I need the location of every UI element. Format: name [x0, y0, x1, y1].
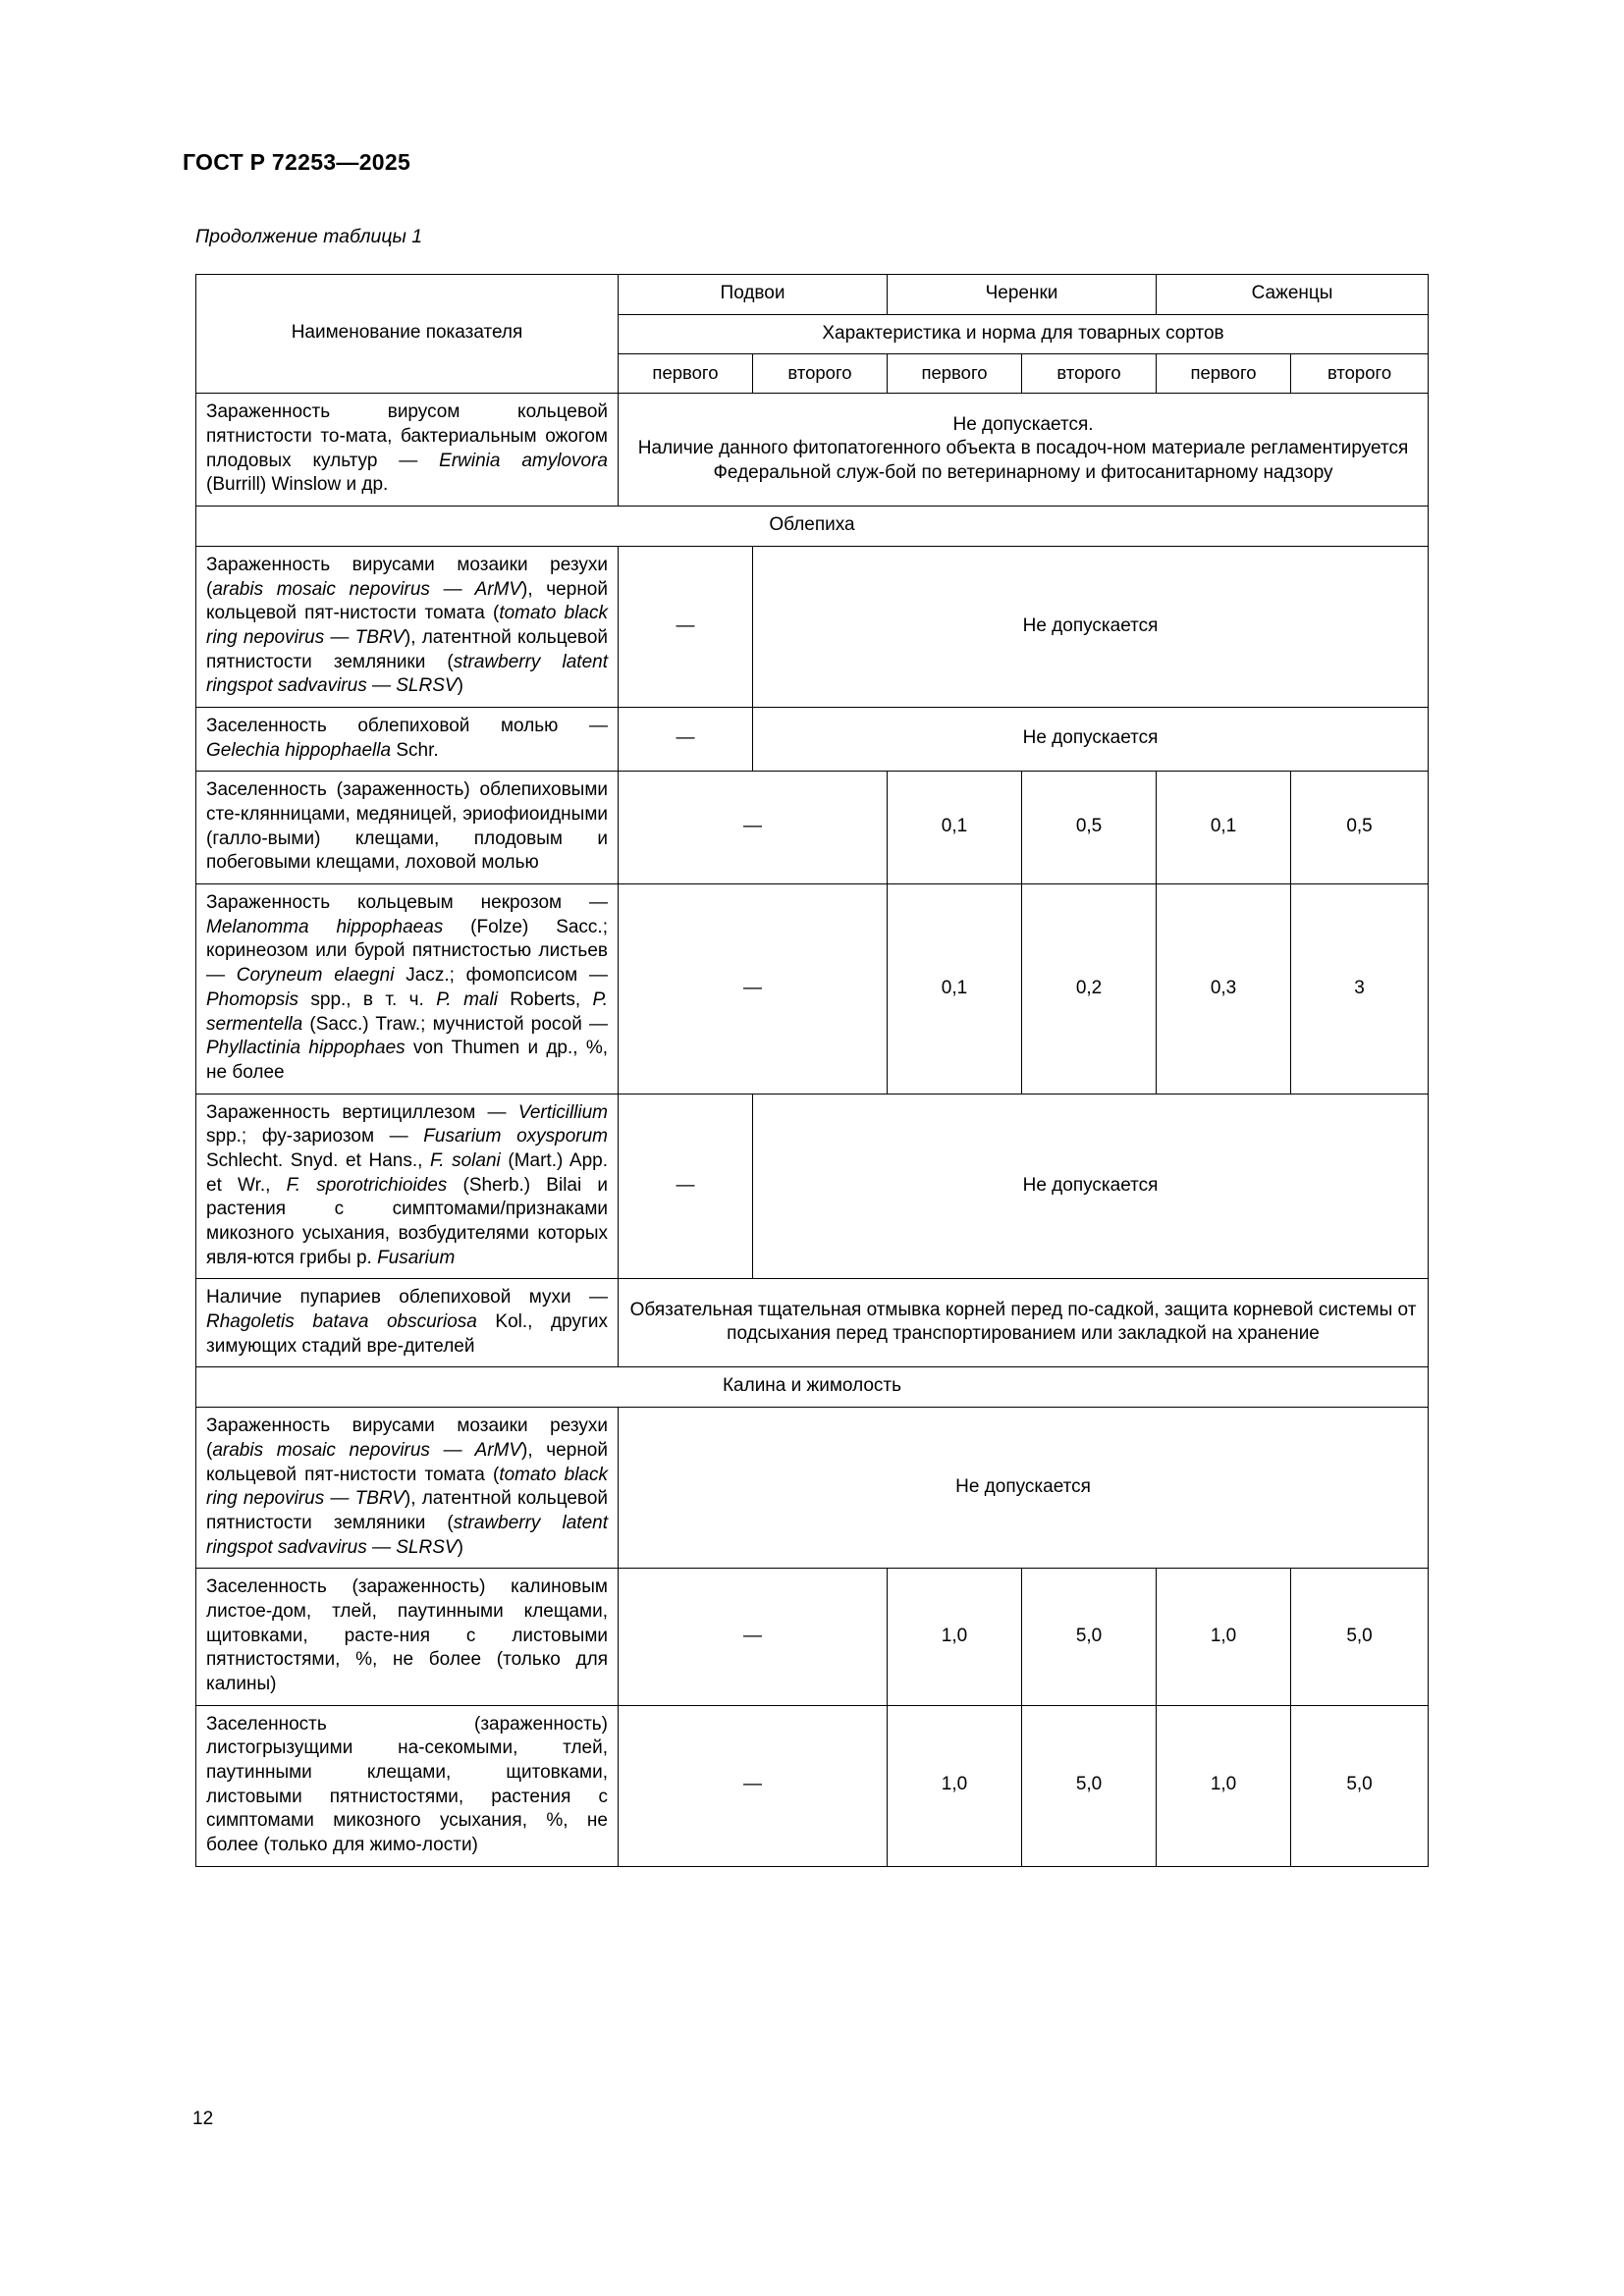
table-row — [196, 707, 1429, 771]
indicator-value-note: Не допускается — [753, 1094, 1429, 1279]
indicator-value-cell: 0,1 — [888, 772, 1022, 884]
indicator-name: Заселенность (зараженность) калиновым листое-дом, тлей, паутинными клещами, щитовками, расте-ния с листовыми пятнистостями, %, не более (только для калины) — [196, 1569, 619, 1705]
header-group-cherenki: Черенки — [888, 275, 1157, 315]
table-row — [196, 507, 1429, 547]
indicator-name: Зараженность вертициллезом — Verticillium spp.; фу-зариозом — Fusarium oxysporum Schlecht. Snyd. et Hans., F. solani (Mart.) App. et Wr., F. sporotrichioides (Sherb.) Bilai и растения с симптомами/признаками микозного усыхания, возбудителями которых явля-ются грибы р. Fusarium — [196, 1094, 619, 1279]
indicator-value-cell: — — [619, 707, 753, 771]
table-row — [196, 546, 1429, 707]
indicator-value-cell: — — [619, 1094, 753, 1279]
indicator-value-cell: 5,0 — [1022, 1705, 1157, 1866]
table-body — [196, 394, 1429, 1866]
header-grade-4: второго — [1022, 354, 1157, 394]
indicator-value-cell: 0,5 — [1022, 772, 1157, 884]
page-number: 12 — [192, 2109, 214, 2129]
indicator-value-note: Не допускается — [753, 707, 1429, 771]
header-grade-3: первого — [888, 354, 1022, 394]
header-grade-6: второго — [1291, 354, 1429, 394]
indicator-value-note: Обязательная тщательная отмывка корней перед по-садкой, защита корневой системы от подсыхания перед транспортированием или закладкой на хранение — [619, 1279, 1429, 1367]
table-row — [196, 1094, 1429, 1279]
indicator-value-cell: 1,0 — [1157, 1569, 1291, 1705]
requirements-table — [195, 274, 1429, 1867]
header-grade-1: первого — [619, 354, 753, 394]
indicator-value-cell: 0,1 — [1157, 772, 1291, 884]
indicator-value-cell: 0,3 — [1157, 884, 1291, 1095]
header-characteristics-label: Характеристика и норма для товарных сортов — [619, 314, 1429, 354]
indicator-value-cell: 0,2 — [1022, 884, 1157, 1095]
indicator-name: Заселенность (зараженность) листогрызущими на-секомыми, тлей, паутинными клещами, щитовками, листовыми пятнистостями, растения с симптомами микозного усыхания, %, не более (только для жимо-лости) — [196, 1705, 619, 1866]
indicator-value-cell: 5,0 — [1291, 1569, 1429, 1705]
indicator-name: Заселенность (зараженность) облепиховыми сте-клянницами, медяницей, эриофиоидными (галло-выми) клещами, плодовым и побеговыми клещами, лоховой молью — [196, 772, 619, 884]
header-name-column: Наименование показателя — [196, 275, 619, 394]
indicator-value-cell: 1,0 — [888, 1705, 1022, 1866]
header-grade-5: первого — [1157, 354, 1291, 394]
indicator-value-cell: 0,5 — [1291, 772, 1429, 884]
table-row — [196, 1279, 1429, 1367]
indicator-value-note: Не допускается — [753, 546, 1429, 707]
indicator-value-cell: 1,0 — [888, 1569, 1022, 1705]
indicator-value-note: Не допускается. Наличие данного фитопатогенного объекта в посадоч-ном материале регламентируется Федеральной служ-бой по ветеринарному и фитосанитарному надзору — [619, 394, 1429, 507]
table-row — [196, 1367, 1429, 1408]
table-row — [196, 394, 1429, 507]
indicator-name: Заселенность облепиховой молью — Gelechia hippophaella Schr. — [196, 707, 619, 771]
standard-number-header: ГОСТ Р 72253—2025 — [183, 149, 411, 175]
indicator-name: Зараженность кольцевым некрозом — Melanomma hippophaeas (Folze) Sacc.; коринеозом или бурой пятнистостью листьев — Coryneum elaegni Jacz.; фомопсисом — Phomopsis spp., в т. ч. P. mali Roberts, P. sermentella (Sacc.) Traw.; мучнистой росой — Phyllactinia hippophaes von Thumen и др., %, не более — [196, 884, 619, 1095]
indicator-value-note: Не допускается — [619, 1408, 1429, 1569]
table-row — [196, 884, 1429, 1095]
indicator-value-cell: 0,1 — [888, 884, 1022, 1095]
table-row — [196, 772, 1429, 884]
indicator-value-cell: — — [619, 772, 888, 884]
indicator-value-cell: 5,0 — [1291, 1705, 1429, 1866]
indicator-name: Зараженность вирусами мозаики резухи (arabis mosaic nepovirus — ArMV), черной кольцевой пят-нистости томата (tomato black ring nepovirus — TBRV), латентной кольцевой пятнистости земляники (strawberry latent ringspot sadvavirus — SLRSV) — [196, 546, 619, 707]
indicator-value-cell: — — [619, 1569, 888, 1705]
indicator-value-cell: 3 — [1291, 884, 1429, 1095]
header-group-sazhency: Саженцы — [1157, 275, 1429, 315]
indicator-value-cell: — — [619, 546, 753, 707]
header-group-podvoi: Подвои — [619, 275, 888, 315]
indicator-name: Наличие пупариев облепиховой мухи — Rhagoletis batava obscuriosa Kol., других зимующих стадий вре-дителей — [196, 1279, 619, 1367]
table-continuation-label: Продолжение таблицы 1 — [195, 226, 423, 247]
indicator-value-cell: 5,0 — [1022, 1569, 1157, 1705]
indicator-name: Зараженность вирусами мозаики резухи (arabis mosaic nepovirus — ArMV), черной кольцевой пят-нистости томата (tomato black ring nepovirus — TBRV), латентной кольцевой пятнистости земляники (strawberry latent ringspot sadvavirus — SLRSV) — [196, 1408, 619, 1569]
indicator-value-cell: — — [619, 884, 888, 1095]
section-title: Калина и жимолость — [196, 1367, 1429, 1408]
section-title: Облепиха — [196, 507, 1429, 547]
table-row — [196, 1705, 1429, 1866]
table-row — [196, 1569, 1429, 1705]
table-header-row-groups — [196, 275, 1429, 315]
indicator-value-cell: — — [619, 1705, 888, 1866]
indicator-value-cell: 1,0 — [1157, 1705, 1291, 1866]
table-row — [196, 1408, 1429, 1569]
header-grade-2: второго — [753, 354, 888, 394]
indicator-name: Зараженность вирусом кольцевой пятнистости то-мата, бактериальным ожогом плодовых культур — Erwinia amylovora (Burrill) Winslow и др. — [196, 394, 619, 507]
